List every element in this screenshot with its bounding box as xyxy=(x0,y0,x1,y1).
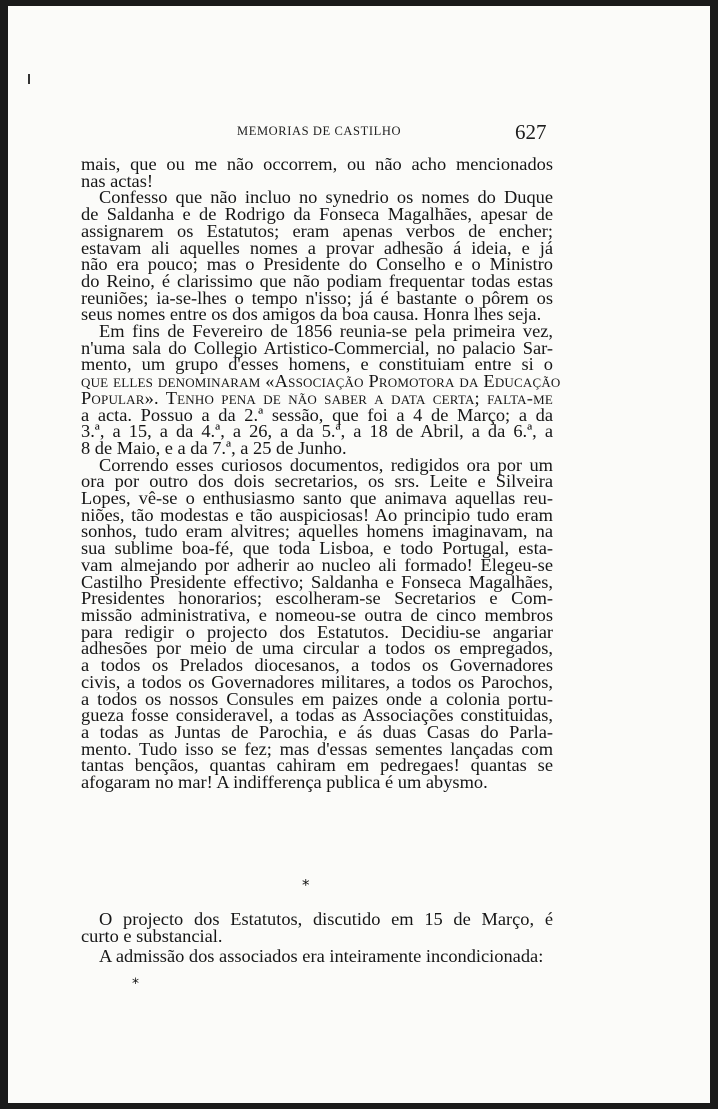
text-line: 3.ª, a 15, a da 4.ª, a 26, a da 5.ª, a 18 de Abril, a da 6.ª, a xyxy=(81,421,553,442)
text-line: adhesões por meio de uma circular a todos os empregados, xyxy=(81,638,553,659)
text-line: vam almejando por adherir ao nucleo ali formado! Elegeu-se xyxy=(81,554,553,575)
text-line: n'uma sala do Collegio Artistico-Commercial, no palacio Sar- xyxy=(81,337,553,358)
text-line: mento. Tudo isso se fez; mas d'essas sementes lançadas com xyxy=(81,738,553,759)
text-line: para redigir o projecto dos Estatutos. Decidiu-se angariar xyxy=(81,621,553,642)
page-number: 627 xyxy=(515,120,547,144)
text-line: assignarem os Estatutos; eram apenas verbos de encher; xyxy=(81,220,553,241)
text-line: a acta. Possuo a da 2.ª sessão, que foi a 4 de Março; a da xyxy=(81,404,553,425)
paragraph xyxy=(81,156,553,189)
paragraph xyxy=(81,189,553,323)
text-line: Popular». Tenho pena de não saber a data certa; falta-me xyxy=(81,387,553,408)
section-text xyxy=(81,911,553,965)
text-line: sua sublime boa-fé, que toda Lisboa, e todo Portugal, esta- xyxy=(81,538,553,559)
text-line: a todas as Juntas de Parochia, e ás duas Casas do Parla- xyxy=(81,721,553,742)
text-line: Castilho Presidente effectivo; Saldanha e Fonseca Magalhães, xyxy=(81,571,553,592)
text-line: Presidentes honorarios; escolheram-se Secretarios e Com- xyxy=(81,588,553,609)
text-line: afogaram no mar! A indifferença publica é um abysmo. xyxy=(81,772,488,793)
text-line: reuniões; ia-se-lhes o tempo n'isso; já é bastante o pôrem os xyxy=(81,287,553,308)
text-line: Lopes, vê-se o enthusiasmo santo que animava aquellas reu- xyxy=(81,488,553,509)
text-line: curto e substancial. xyxy=(81,925,223,946)
text-line: mais, que ou me não occorrem, ou não acho mencionados xyxy=(81,154,553,174)
text-line: estavam ali aquelles nomes a provar adhesão á ideia, e já xyxy=(81,237,553,258)
ink-asterisk: * xyxy=(132,976,139,992)
section-break-asterisk: * xyxy=(302,876,310,894)
text-line: a todos os Prelados diocesanos, a todos os Governadores xyxy=(81,655,553,676)
text-line: sonhos, tudo eram alvitres; aquelles homens imaginavam, na xyxy=(81,521,553,542)
text-line: ora por outro dos dois secretarios, os srs. Leite e Silveira xyxy=(81,471,553,492)
scan-artifact xyxy=(28,74,30,84)
paragraph xyxy=(81,321,561,458)
page-header xyxy=(8,122,710,146)
text-line: Em fins de Fevereiro de 1856 reunia-se pela primeira vez, xyxy=(99,321,553,342)
paragraph xyxy=(81,911,553,944)
text-line: a todos os nossos Consules em paizes onde a colonia portu- xyxy=(81,688,553,709)
text-line: de Saldanha e de Rodrigo da Fonseca Magalhães, apesar de xyxy=(81,204,553,225)
book-page xyxy=(8,6,710,1103)
text-line: 8 de Maio, e a da 7.ª, a 25 de Junho. xyxy=(81,437,347,458)
text-line: seus nomes entre os dos amigos da boa causa. Honra lhes seja. xyxy=(81,304,542,325)
text-line: civis, a todos os Governadores militares, a todos os Parochos, xyxy=(81,671,553,692)
running-head: MEMORIAS DE CASTILHO xyxy=(237,124,402,138)
text-line: nas actas! xyxy=(81,170,153,191)
text-line: A admissão dos associados era inteiramente incondicionada: xyxy=(99,946,544,967)
text-line: do Reino, é clarissimo que não podiam frequentar todas estas xyxy=(81,270,553,291)
text-line: mento, um grupo d'esses homens, e constituiam entre si o xyxy=(81,354,553,375)
text-line: missão administrativa, e nomeou-se outra de cinco membros xyxy=(81,604,553,625)
text-line: tantas bençãos, quantas cahiram em pedregaes! quantas se xyxy=(81,755,553,776)
text-line: Confesso que não incluo no synedrio os nomes do Duque xyxy=(99,187,553,208)
paragraph xyxy=(81,948,553,965)
text-line: gueza fosse consideravel, a todas as Associações constituidas, xyxy=(81,705,553,726)
text-line: Correndo esses curiosos documentos, redigidos ora por um xyxy=(99,454,553,475)
body-text xyxy=(81,154,561,793)
text-line: niões, tão modestas e tão auspiciosas! Ao principio tudo eram xyxy=(81,504,553,525)
text-line: que elles denominaram «Associação Promotora da Educação xyxy=(81,371,561,392)
paragraph xyxy=(81,454,553,793)
text-line: não era pouco; mas o Presidente do Conselho e o Ministro xyxy=(81,254,553,275)
text-line: O projecto dos Estatutos, discutido em 15 de Março, é xyxy=(99,909,553,929)
